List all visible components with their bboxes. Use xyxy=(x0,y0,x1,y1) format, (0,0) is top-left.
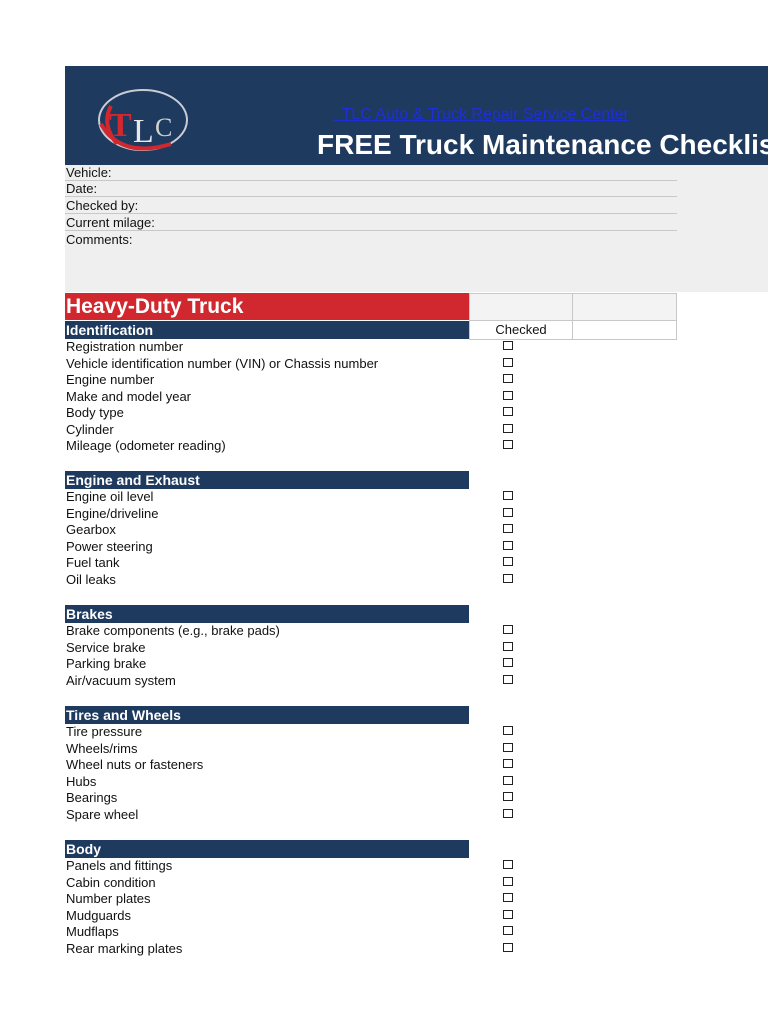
checklist-item-label: Engine number xyxy=(66,372,155,387)
company-link[interactable]: TLC Auto & Truck Repair Service Center xyxy=(333,106,629,123)
date-field[interactable]: Date: xyxy=(65,181,677,197)
checklist-item-label: Gearbox xyxy=(66,522,116,537)
checkbox[interactable] xyxy=(503,792,513,801)
svg-text:L: L xyxy=(133,113,154,150)
checkbox[interactable] xyxy=(503,524,513,533)
checkbox[interactable] xyxy=(503,809,513,818)
vehicle-info-panel xyxy=(65,165,768,292)
checklist-item-label: Oil leaks xyxy=(66,571,116,587)
checklist-item-label: Fuel tank xyxy=(66,555,120,570)
checkbox[interactable] xyxy=(503,407,513,416)
checkbox[interactable] xyxy=(503,440,513,449)
grid-cell xyxy=(572,320,677,340)
checkbox[interactable] xyxy=(503,926,513,935)
checkbox[interactable] xyxy=(503,877,513,886)
checklist-item-label: Registration number xyxy=(66,339,184,354)
checklist-item-label: Number plates xyxy=(66,891,151,906)
checkbox[interactable] xyxy=(503,658,513,667)
tlc-logo xyxy=(91,84,191,156)
checklist-item-label: Hubs xyxy=(66,773,97,789)
grid-cell xyxy=(572,293,677,321)
checkbox[interactable] xyxy=(503,860,513,869)
checkbox[interactable] xyxy=(503,726,513,735)
checklist-item-label: Mileage (odometer reading) xyxy=(66,438,226,453)
checklist-item-label: Service brake xyxy=(66,639,146,655)
checklist-item-label: Cylinder xyxy=(66,421,114,437)
section-header: Body xyxy=(65,840,469,858)
checkbox[interactable] xyxy=(503,424,513,433)
checkbox[interactable] xyxy=(503,557,513,566)
checkbox[interactable] xyxy=(503,759,513,768)
checkbox[interactable] xyxy=(503,625,513,634)
checked-column-header: Checked xyxy=(495,322,547,337)
checklist-item-label: Vehicle identification number (VIN) or Chassis number xyxy=(66,355,379,371)
checkbox[interactable] xyxy=(503,391,513,400)
checklist-item-label: Tire pressure xyxy=(66,724,143,739)
checklist-item-label: Spare wheel xyxy=(66,806,139,822)
checklist-item-label: Mudflaps xyxy=(66,924,119,939)
checkbox[interactable] xyxy=(503,943,513,952)
vehicle-field[interactable]: Vehicle: xyxy=(65,165,677,181)
section-header: Tires and Wheels xyxy=(65,706,469,724)
checklist-item-label: Make and model year xyxy=(66,388,192,404)
checkbox[interactable] xyxy=(503,508,513,517)
header-banner xyxy=(65,66,784,165)
page-title: FREE Truck Maintenance Checklist xyxy=(317,129,784,160)
checkbox[interactable] xyxy=(503,910,513,919)
checklist-item-label: Air/vacuum system xyxy=(66,672,176,688)
comments-field[interactable]: Comments: xyxy=(66,232,133,247)
checklist-item-label: Power steering xyxy=(66,538,153,554)
current-milage-field[interactable]: Current milage: xyxy=(65,215,677,231)
checklist-item-label: Mudguards xyxy=(66,907,132,923)
checkbox[interactable] xyxy=(503,374,513,383)
checklist-item-label: Parking brake xyxy=(66,656,147,671)
checkbox[interactable] xyxy=(503,491,513,500)
checked-by-field[interactable]: Checked by: xyxy=(65,198,677,214)
checklist-item-label: Cabin condition xyxy=(66,874,156,890)
svg-text:T: T xyxy=(109,107,132,144)
grid-cell xyxy=(469,293,573,321)
checklist-item-label: Panels and fittings xyxy=(66,858,173,873)
section-header: Identification xyxy=(65,321,469,339)
checklist-item-label: Wheel nuts or fasteners xyxy=(66,757,204,772)
checkbox[interactable] xyxy=(503,675,513,684)
checkbox[interactable] xyxy=(503,743,513,752)
section-header: Engine and Exhaust xyxy=(65,471,469,489)
checkbox[interactable] xyxy=(503,341,513,350)
checkbox[interactable] xyxy=(503,893,513,902)
checkbox[interactable] xyxy=(503,358,513,367)
section-header: Brakes xyxy=(65,605,469,623)
checklist-item-label: Bearings xyxy=(66,790,118,805)
checkbox[interactable] xyxy=(503,574,513,583)
checklist-item-label: Wheels/rims xyxy=(66,740,138,756)
svg-text:C: C xyxy=(155,113,173,142)
checklist-item-label: Engine/driveline xyxy=(66,505,159,521)
checklist-item-label: Brake components (e.g., brake pads) xyxy=(66,623,280,638)
checklist-item-label: Engine oil level xyxy=(66,489,154,504)
checklist-item-label: Rear marking plates xyxy=(66,940,183,956)
main-section-title: Heavy-Duty Truck xyxy=(65,293,469,320)
checkbox[interactable] xyxy=(503,776,513,785)
checkbox[interactable] xyxy=(503,642,513,651)
checkbox[interactable] xyxy=(503,541,513,550)
checklist-item-label: Body type xyxy=(66,405,124,420)
